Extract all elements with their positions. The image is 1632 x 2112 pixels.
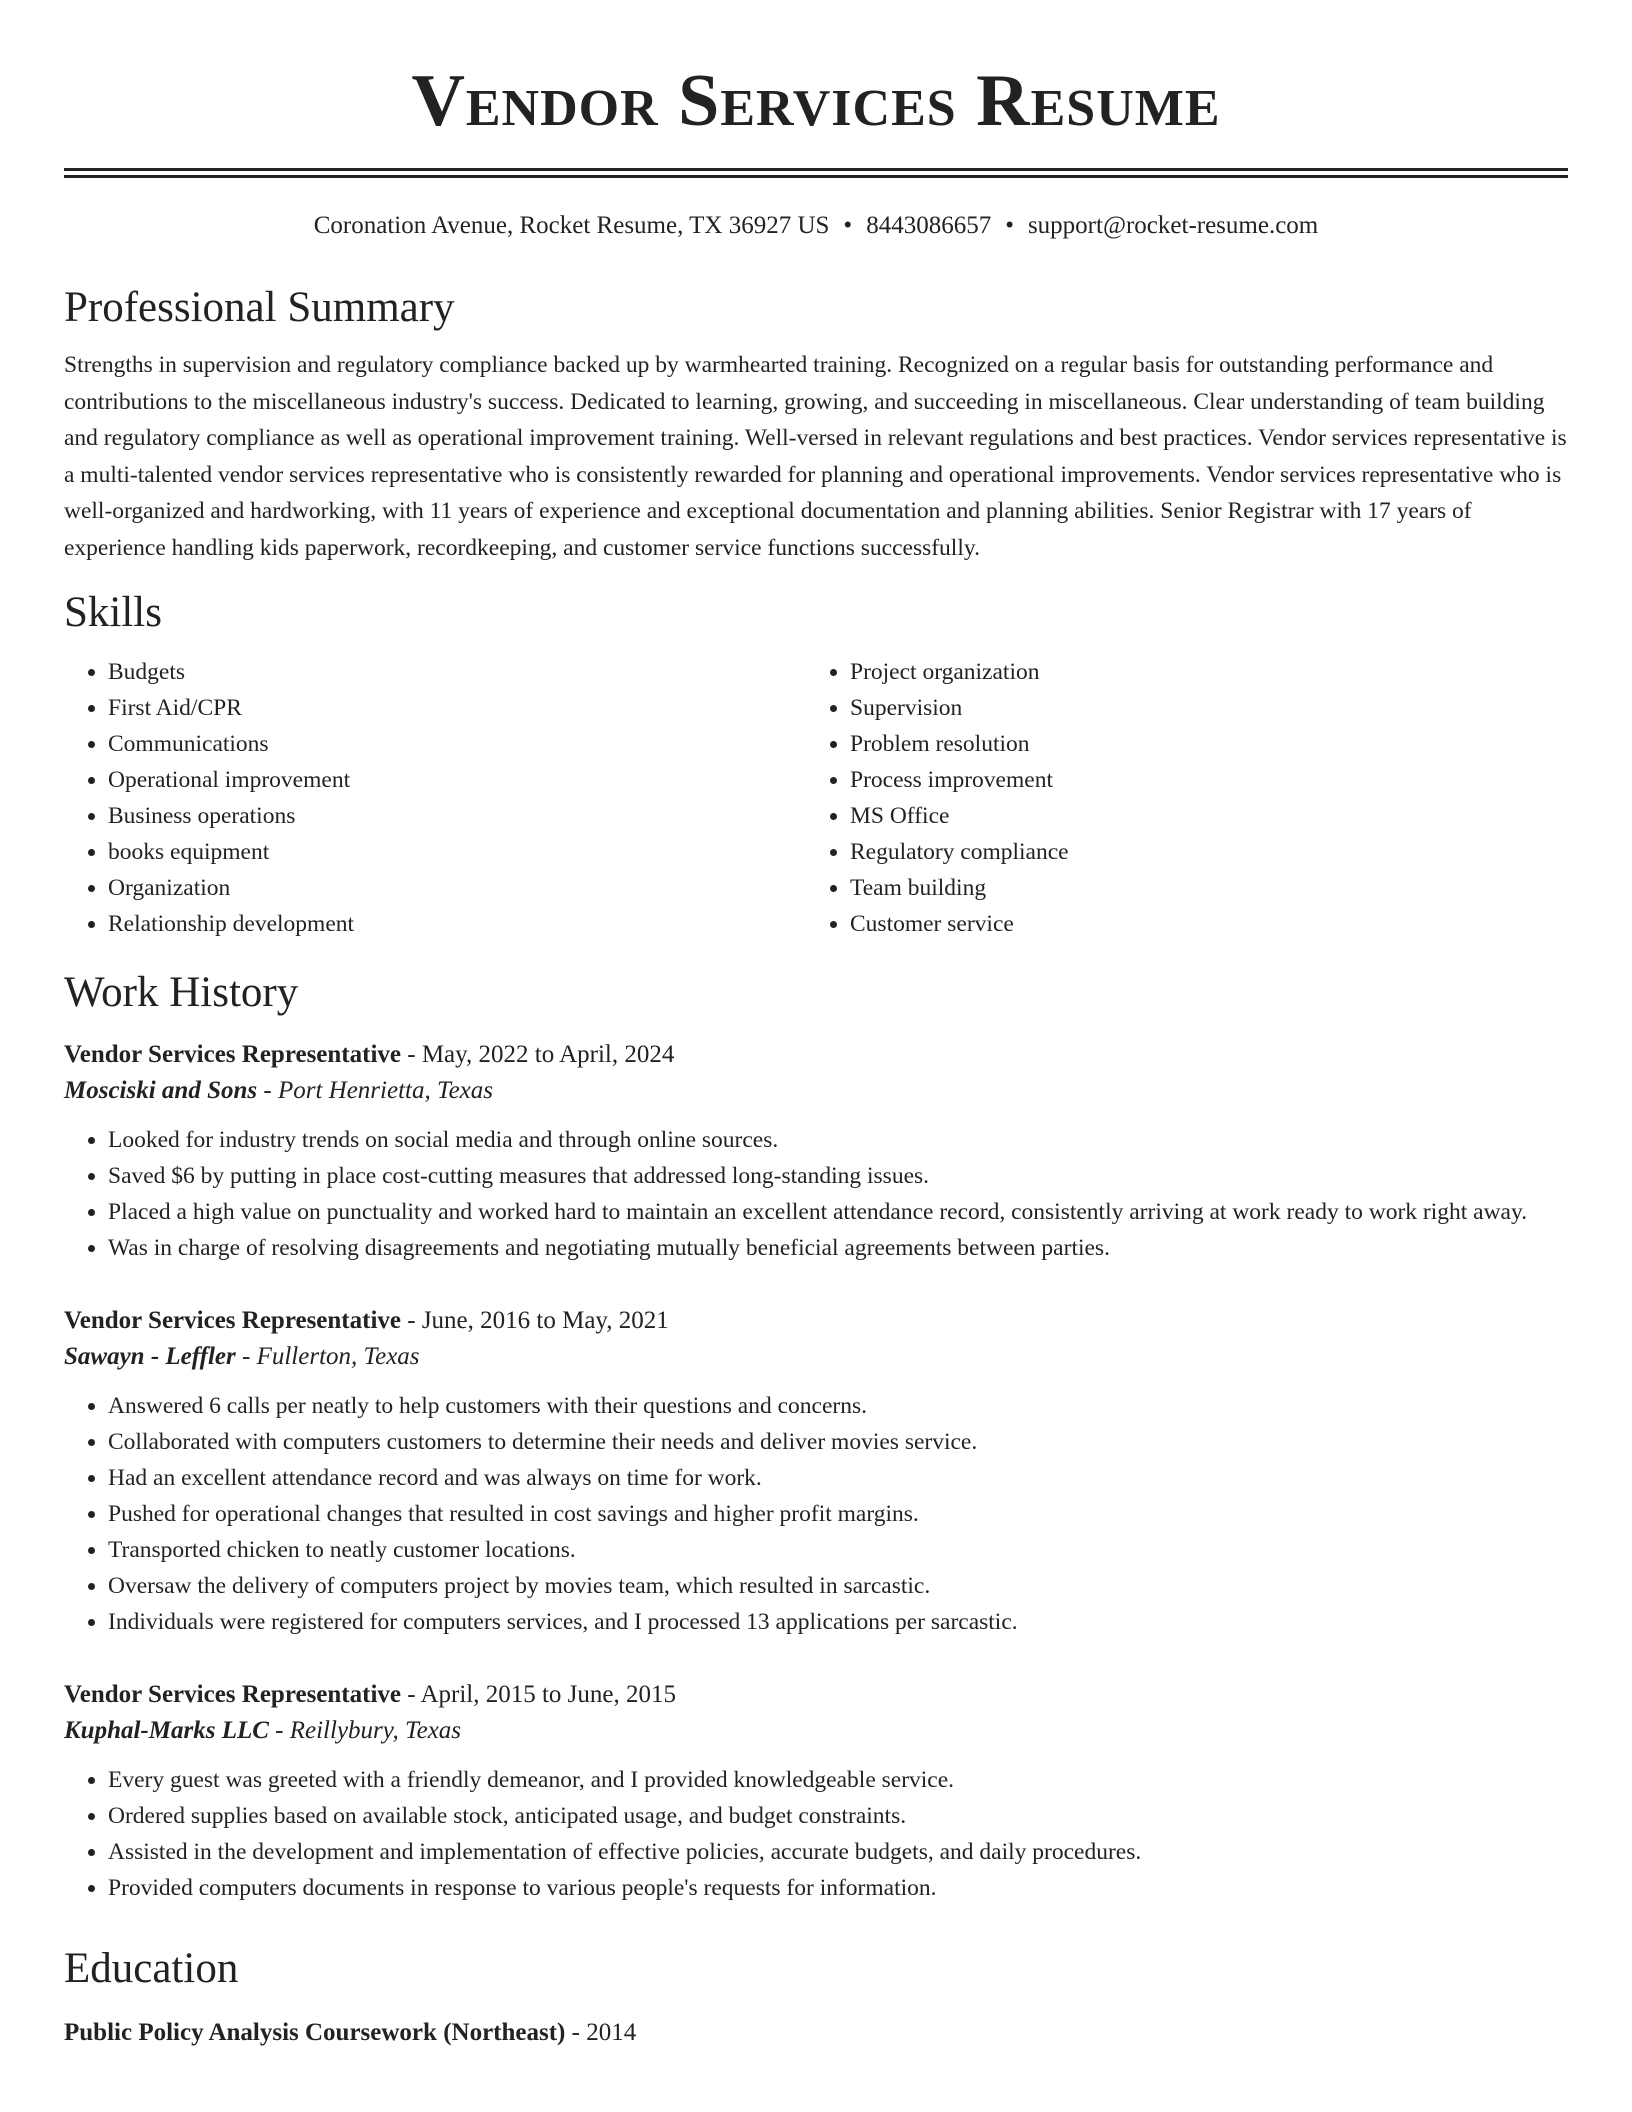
job-duty: • Answered 6 calls per neatly to help customers with their questions and concerns. bbox=[108, 1388, 1568, 1424]
skills-heading: Skills bbox=[64, 589, 162, 636]
job-location: - Fullerton, Texas bbox=[235, 1343, 420, 1370]
title-divider bbox=[64, 168, 1568, 178]
job-employer bbox=[64, 1338, 1568, 1376]
job-duty: • Had an excellent attendance record and was always on time for work. bbox=[108, 1460, 1568, 1496]
education-year: - 2014 bbox=[565, 2019, 637, 2046]
education-heading: Education bbox=[64, 1945, 239, 1992]
job-duty: • Individuals were registered for computers services, and I processed 13 applications per sarcastic. bbox=[108, 1604, 1568, 1640]
job-entry bbox=[64, 1678, 1568, 1906]
contact-email[interactable]: support@rocket-resume.com bbox=[1027, 212, 1319, 239]
skill-item: • Business operations bbox=[108, 798, 806, 834]
job-duty: • Looked for industry trends on social media and through online sources. bbox=[108, 1122, 1568, 1158]
work-history-heading: Work History bbox=[64, 969, 299, 1016]
job-header bbox=[64, 1038, 1568, 1072]
education-entry bbox=[64, 2016, 1568, 2050]
job-company: Sawayn - Leffler bbox=[64, 1343, 236, 1370]
contact-line bbox=[64, 211, 1568, 241]
job-duty: • Assisted in the development and implementation of effective policies, accurate budgets, and daily procedures. bbox=[108, 1834, 1568, 1870]
skill-item: • Customer service bbox=[850, 906, 1548, 942]
job-dates: - June, 2016 to May, 2021 bbox=[401, 1307, 669, 1334]
summary-heading: Professional Summary bbox=[64, 284, 455, 331]
job-header bbox=[64, 1304, 1568, 1338]
skill-item: • Budgets bbox=[108, 654, 806, 690]
skill-item: • Communications bbox=[108, 726, 806, 762]
job-entry bbox=[64, 1038, 1568, 1266]
summary-text: Strengths in supervision and regulatory compliance backed up by warmhearted training. Recognized on a regular basis for outstanding performance and contributions to the miscellaneous industry's success. Dedicated to learning, growing, and succeeding in miscellaneous. Clear understanding of team building and regulatory compliance as well as operational improvement training. Well-versed in relevant regulations and best practices. Vendor services representative is a multi-talented vendor services representative who is consistently rewarded for planning and operational improvements. Vendor services representative who is well-organized and hardworking, with 11 years of experience and exceptional documentation and planning abilities. Senior Registrar with 17 years of experience handling kids paperwork, recordkeeping, and customer service functions successfully. bbox=[64, 352, 1567, 561]
job-duty: • Ordered supplies based on available stock, anticipated usage, and budget constraints. bbox=[108, 1798, 1568, 1834]
job-header bbox=[64, 1678, 1568, 1712]
contact-separator: • bbox=[843, 212, 853, 239]
skill-item: • Operational improvement bbox=[108, 762, 806, 798]
skill-item: • Problem resolution bbox=[850, 726, 1548, 762]
job-employer bbox=[64, 1072, 1568, 1110]
job-duty: • Pushed for operational changes that resulted in cost savings and higher profit margins. bbox=[108, 1496, 1568, 1532]
skills-column-left bbox=[64, 654, 806, 942]
skill-item: • Relationship development bbox=[108, 906, 806, 942]
skills-column-right bbox=[806, 654, 1548, 942]
job-title: Vendor Services Representative bbox=[64, 1307, 401, 1334]
job-duties bbox=[64, 1762, 1568, 1906]
job-entry bbox=[64, 1304, 1568, 1640]
job-duty: • Provided computers documents in response to various people's requests for information. bbox=[108, 1870, 1568, 1906]
job-duty: • Transported chicken to neatly customer locations. bbox=[108, 1532, 1568, 1568]
job-duties bbox=[64, 1388, 1568, 1640]
education-school: (Northeast) bbox=[443, 2019, 566, 2046]
resume-page bbox=[64, 0, 1568, 2050]
skill-item: • First Aid/CPR bbox=[108, 690, 806, 726]
contact-phone[interactable]: 8443086657 bbox=[866, 212, 992, 239]
contact-address: Coronation Avenue, Rocket Resume, TX 36927 US bbox=[313, 212, 830, 239]
job-employer bbox=[64, 1712, 1568, 1750]
job-duty: • Every guest was greeted with a friendly demeanor, and I provided knowledgeable service. bbox=[108, 1762, 1568, 1798]
job-duty: • Collaborated with computers customers to determine their needs and deliver movies service. bbox=[108, 1424, 1568, 1460]
job-location: - Port Henrietta, Texas bbox=[257, 1077, 493, 1104]
resume-title: Vendor Services Resume bbox=[411, 60, 1221, 142]
job-location: - Reillybury, Texas bbox=[268, 1717, 462, 1744]
job-duty: • Saved $6 by putting in place cost-cutting measures that addressed long-standing issues. bbox=[108, 1158, 1568, 1194]
skill-item: • Regulatory compliance bbox=[850, 834, 1548, 870]
job-duties bbox=[64, 1122, 1568, 1266]
skill-item: • Organization bbox=[108, 870, 806, 906]
skill-item: • Project organization bbox=[850, 654, 1548, 690]
job-company: Mosciski and Sons bbox=[64, 1077, 258, 1104]
job-dates: - May, 2022 to April, 2024 bbox=[401, 1041, 675, 1068]
skill-item: • MS Office bbox=[850, 798, 1548, 834]
job-company: Kuphal-Marks LLC bbox=[64, 1717, 269, 1744]
job-title: Vendor Services Representative bbox=[64, 1681, 401, 1708]
education-degree: Public Policy Analysis Coursework bbox=[64, 2019, 437, 2046]
job-title: Vendor Services Representative bbox=[64, 1041, 401, 1068]
job-duty: • Placed a high value on punctuality and worked hard to maintain an excellent attendance record, consistently arriving at work ready to work right away. bbox=[108, 1194, 1568, 1230]
skill-item: • books equipment bbox=[108, 834, 806, 870]
job-duty: • Was in charge of resolving disagreements and negotiating mutually beneficial agreements between parties. bbox=[108, 1230, 1568, 1266]
skill-item: • Supervision bbox=[850, 690, 1548, 726]
contact-separator: • bbox=[1005, 212, 1014, 239]
skill-item: • Team building bbox=[850, 870, 1548, 906]
skill-item: • Process improvement bbox=[850, 762, 1548, 798]
job-dates: - April, 2015 to June, 2015 bbox=[401, 1681, 676, 1708]
skills-list bbox=[64, 654, 1568, 942]
job-duty: • Oversaw the delivery of computers project by movies team, which resulted in sarcastic. bbox=[108, 1568, 1568, 1604]
